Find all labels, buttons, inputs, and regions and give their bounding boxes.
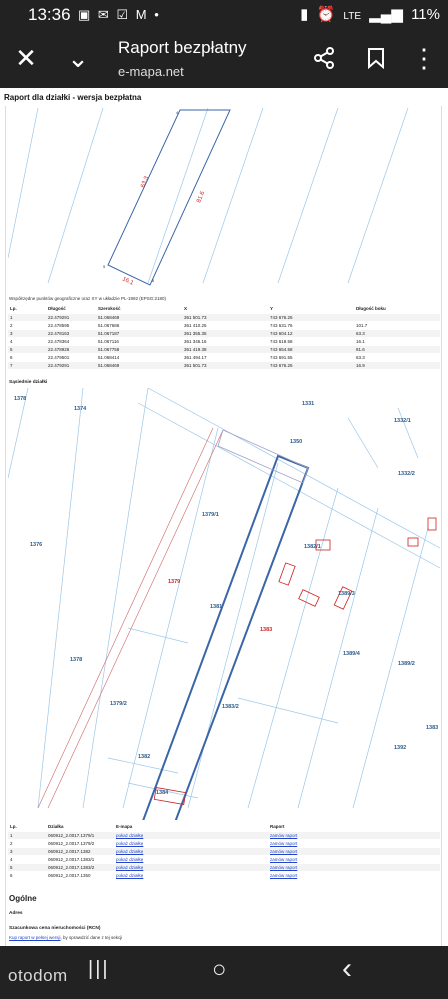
parcel-index: 1 <box>10 833 13 838</box>
dot-icon: • <box>154 7 161 22</box>
parcel-index: 5 <box>10 865 13 870</box>
parcels-table <box>8 823 440 881</box>
parcel-number-label: 1389/4 <box>343 651 360 657</box>
order-report-link[interactable]: zamów raport <box>270 857 298 862</box>
coords-cell: 22.479291 <box>48 363 70 368</box>
coords-cell: Y <box>270 306 274 311</box>
parcel-index: 6 <box>10 873 13 878</box>
coords-cell: 7 <box>10 363 13 368</box>
coords-cell: 1 <box>10 315 13 320</box>
coords-cell: 51.067187 <box>98 331 120 336</box>
parcel-index: 4 <box>10 857 13 862</box>
coords-row <box>8 322 440 329</box>
home-icon[interactable]: ○ <box>212 956 227 983</box>
share-icon[interactable] <box>306 40 342 76</box>
nav-bar <box>0 946 448 999</box>
coords-cell: 2 <box>10 323 13 328</box>
parcels-header-cell: Raport <box>270 824 285 829</box>
parcel-row <box>8 856 440 863</box>
order-report-link[interactable]: zamów raport <box>270 833 298 838</box>
corner-c: 4 <box>176 110 179 115</box>
notification-icons <box>78 7 161 23</box>
parcel-index: 3 <box>10 849 13 854</box>
system-icons <box>296 5 440 23</box>
coords-cell: 743 604.12 <box>270 331 293 336</box>
parcel-number-label: 1389/3 <box>338 591 355 597</box>
parcel-number-label: 1383 <box>426 725 439 731</box>
dim-top: 63.3 <box>140 175 151 189</box>
parcel-id: 060912_2.0017.1383/2 <box>48 865 95 870</box>
coords-cell: 743 676.26 <box>270 315 293 320</box>
parcel-number-label: 1389/2 <box>398 661 415 667</box>
parcel-number-label: 1350 <box>290 439 303 445</box>
parcel-number-label: 1382/1 <box>304 544 321 550</box>
coords-cell: 51.068469 <box>98 315 120 320</box>
show-parcel-link[interactable]: pokaż działkę <box>116 865 144 870</box>
parcel-number-label: 1383 <box>260 627 273 633</box>
coords-cell: 22.478364 <box>48 339 70 344</box>
coords-cell: 101.7 <box>356 323 368 328</box>
coords-header-row <box>8 305 440 312</box>
status-time: 13:36 <box>28 5 71 24</box>
dim-right: 81.6 <box>196 190 207 204</box>
coords-cell: 361 355.35 <box>184 331 207 336</box>
parcel-number-label: 1378 <box>70 657 83 663</box>
parcel-number-label: 1332/2 <box>398 471 415 477</box>
rcn-line <box>9 935 122 940</box>
recent-apps-icon[interactable]: ||| <box>88 958 110 980</box>
coords-caption: Współrzędne punktów geograficzne oraz XY w układzie PL-1992 (EPSG:2180) <box>9 296 167 301</box>
coords-cell: 3 <box>10 331 13 336</box>
show-parcel-link[interactable]: pokaż działkę <box>116 833 144 838</box>
coords-cell: 16.1 <box>356 339 365 344</box>
coords-cell: 51.068469 <box>98 363 120 368</box>
coords-row <box>8 330 440 337</box>
parcel-row <box>8 840 440 847</box>
coords-cell: X <box>184 306 188 311</box>
coords-cell: 22.478926 <box>48 347 70 352</box>
order-report-link[interactable]: zamów raport <box>270 873 298 878</box>
app-bar <box>0 30 448 88</box>
parcel-number-label: 1374 <box>74 406 87 412</box>
signal-icon: ▂▄▆ <box>369 6 403 23</box>
parcel-sketch <box>8 108 440 288</box>
parcels-header-cell: Działka <box>48 824 64 829</box>
coords-cell: 361 494.17 <box>184 355 207 360</box>
coords-cell: 6 <box>10 355 13 360</box>
coords-cell: 22.478595 <box>48 323 70 328</box>
parcels-header-cell: Lp. <box>10 824 17 829</box>
checkbox-icon: ☑ <box>116 7 131 22</box>
coords-cell: 81.6 <box>356 347 365 352</box>
dim-bottom: 16.1 <box>121 276 135 287</box>
coords-cell: 743 631.76 <box>270 323 293 328</box>
coords-cell: 743 618.58 <box>270 339 293 344</box>
otodom-brand: otodom <box>8 966 68 985</box>
back-icon[interactable]: ‹ <box>342 952 352 985</box>
battery-saver-icon: ▮ <box>300 6 309 23</box>
coords-row <box>8 314 440 321</box>
report-page <box>0 88 448 946</box>
parcel-row <box>8 848 440 855</box>
coords-cell: 743 691.55 <box>270 355 293 360</box>
parcel-number-label: 1376 <box>30 542 43 548</box>
parcel-number-label: 1379/1 <box>202 512 219 518</box>
show-parcel-link[interactable]: pokaż działkę <box>116 841 144 846</box>
coords-cell: 51.068414 <box>98 355 120 360</box>
coords-cell: 63.3 <box>356 355 365 360</box>
order-report-link[interactable]: zamów raport <box>270 841 298 846</box>
parcels-header-cell: E-mapa <box>116 824 133 829</box>
coords-cell: 743 654.58 <box>270 347 293 352</box>
show-parcel-link[interactable]: pokaż działkę <box>116 849 144 854</box>
parcel-index: 2 <box>10 841 13 846</box>
coords-cell: 361 501.73 <box>184 363 207 368</box>
parcel-row <box>8 864 440 871</box>
close-icon[interactable]: ✕ <box>15 42 37 73</box>
coords-cell: 4 <box>10 339 13 344</box>
neighbors-title: Sąsiednie działki <box>9 380 48 385</box>
parcel-row <box>8 832 440 839</box>
coords-cell: 51.067758 <box>98 347 120 352</box>
parcel-row <box>8 872 440 879</box>
coords-table <box>8 305 440 375</box>
coords-cell: 361 419.38 <box>184 347 207 352</box>
neighbors-map <box>8 388 440 820</box>
parcel-id: 060912_2.0017.1383/1 <box>48 857 95 862</box>
coords-cell: 361 410.25 <box>184 323 207 328</box>
show-parcel-link[interactable]: pokaż działkę <box>116 857 144 862</box>
parcel-number-label: 1384 <box>156 790 169 796</box>
coords-cell: 51.067686 <box>98 323 120 328</box>
status-bar <box>0 0 448 32</box>
coords-cell: Szerokość <box>98 306 121 311</box>
parcel-number-label: 1382 <box>138 754 151 760</box>
parcel-id: 060912_2.0017.1379/2 <box>48 841 95 846</box>
coords-cell: 16.9 <box>356 363 365 368</box>
coords-row <box>8 354 440 361</box>
coords-cell: 51.067116 <box>98 339 119 344</box>
gmail-icon: M <box>135 7 149 22</box>
parcel-id: 060912_2.0017.1379/1 <box>48 833 95 838</box>
order-report-link[interactable]: zamów raport <box>270 849 298 854</box>
parcel-number-label: 1392 <box>394 745 407 751</box>
alarm-icon: ⏰ <box>316 6 336 23</box>
top-bar <box>0 0 448 88</box>
page-url: e-mapa.net <box>118 64 184 79</box>
parcel-number-label: 1379/2 <box>110 701 127 707</box>
report-heading: Raport dla działki - wersja bezpłatna <box>4 93 142 102</box>
coords-cell: 22.478163 <box>48 331 70 336</box>
network-type: LTE <box>343 11 362 22</box>
chevron-down-icon[interactable]: ⌄ <box>67 42 89 73</box>
parcels-header-row <box>8 823 440 830</box>
parcel-number-label: 1332/1 <box>394 418 411 424</box>
corner-a: 5 <box>103 264 106 269</box>
coords-row <box>8 338 440 345</box>
rcn-text: , by sprawdzić dane z tej sekcji <box>60 935 123 940</box>
parcel-number-label: 1379 <box>168 579 181 585</box>
address-label: Adres <box>9 911 23 916</box>
coords-cell: Lp. <box>10 306 17 311</box>
mail-icon: ✉ <box>97 7 111 22</box>
general-title: Ogólne <box>9 894 37 903</box>
parcel-number-label: 1378 <box>14 396 27 402</box>
parcel-id: 060912_2.0017.1382 <box>48 849 91 854</box>
coords-cell: 22.479501 <box>48 355 70 360</box>
buy-full-report-link[interactable]: Kup raport w pełnej wersji <box>9 935 61 940</box>
rcn-label: Szacunkowa cena nieruchomości (RCN) <box>9 926 101 931</box>
coords-cell: 361 346.16 <box>184 339 207 344</box>
parcel-number-label: 1331 <box>302 401 315 407</box>
coords-cell: 361 501.73 <box>184 315 207 320</box>
gallery-icon: ▣ <box>78 7 93 22</box>
coords-row <box>8 362 440 369</box>
battery-level: 11% <box>411 6 440 23</box>
parcel-number-label: 1383/2 <box>222 704 239 710</box>
show-parcel-link[interactable]: pokaż działkę <box>116 873 144 878</box>
coords-cell: 22.479291 <box>48 315 70 320</box>
coords-row <box>8 346 440 353</box>
coords-cell: 743 676.26 <box>270 363 293 368</box>
parcel-number-label: 1381 <box>210 604 223 610</box>
order-report-link[interactable]: zamów raport <box>270 865 298 870</box>
coords-cell: 5 <box>10 347 13 352</box>
corner-b: 6 <box>152 278 155 283</box>
bookmark-icon[interactable] <box>358 40 394 76</box>
more-options-icon[interactable]: ⋮ <box>411 42 437 73</box>
coords-cell: Długość <box>48 306 66 311</box>
page-title: Raport bezpłatny <box>118 38 247 57</box>
coords-cell: 63.3 <box>356 331 365 336</box>
parcel-id: 060912_2.0017.1350 <box>48 873 91 878</box>
coords-cell: Długość boku <box>356 306 386 311</box>
